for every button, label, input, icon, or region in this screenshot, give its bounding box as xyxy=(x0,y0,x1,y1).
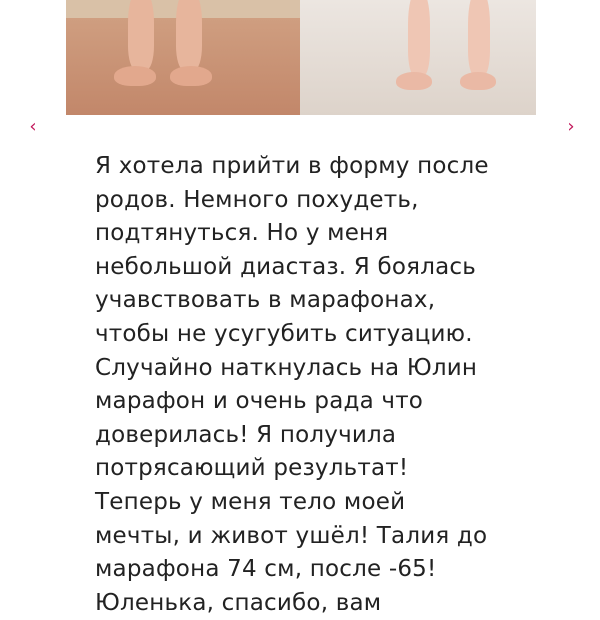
after-photo xyxy=(300,0,536,115)
review-text xyxy=(95,150,535,620)
photo-leg xyxy=(176,0,202,70)
carousel-next-button[interactable] xyxy=(560,115,582,137)
review-line: небольшой диастаз. Я боялась xyxy=(95,253,476,280)
review-line: чтобы не усугубить ситуацию. xyxy=(95,320,473,347)
review-line: мечты, и живот ушёл! Талия до xyxy=(95,522,488,549)
review-line: Юленька, спасибо, вам xyxy=(95,589,382,616)
review-line: Случайно наткнулась на Юлин xyxy=(95,354,478,381)
carousel-prev-button[interactable] xyxy=(22,115,44,137)
review-line: марафон и очень рада что xyxy=(95,388,424,415)
photo-foot xyxy=(114,66,156,86)
review-line: учавствовать в марафонах, xyxy=(95,287,436,314)
review-line: Теперь у меня тело моей xyxy=(95,488,406,515)
photo-foot xyxy=(170,66,212,86)
before-after-photos xyxy=(66,0,536,115)
photo-foot xyxy=(460,72,496,90)
review-line: Я хотела прийти в форму после xyxy=(95,153,489,179)
review-line: родов. Немного похудеть, xyxy=(95,186,419,213)
review-line: потрясающий результат! xyxy=(95,455,409,482)
before-photo xyxy=(66,0,300,115)
chevron-left-icon: ‹ xyxy=(29,115,37,137)
chevron-right-icon: › xyxy=(567,115,575,137)
photo-leg xyxy=(468,0,490,76)
photo-leg xyxy=(408,0,430,76)
review-line: марафона 74 см, после -65! xyxy=(95,556,437,583)
photo-leg xyxy=(128,0,154,70)
photo-foot xyxy=(396,72,432,90)
review-line: доверилась! Я получила xyxy=(95,421,397,448)
review-line: подтянуться. Но у меня xyxy=(95,220,389,247)
